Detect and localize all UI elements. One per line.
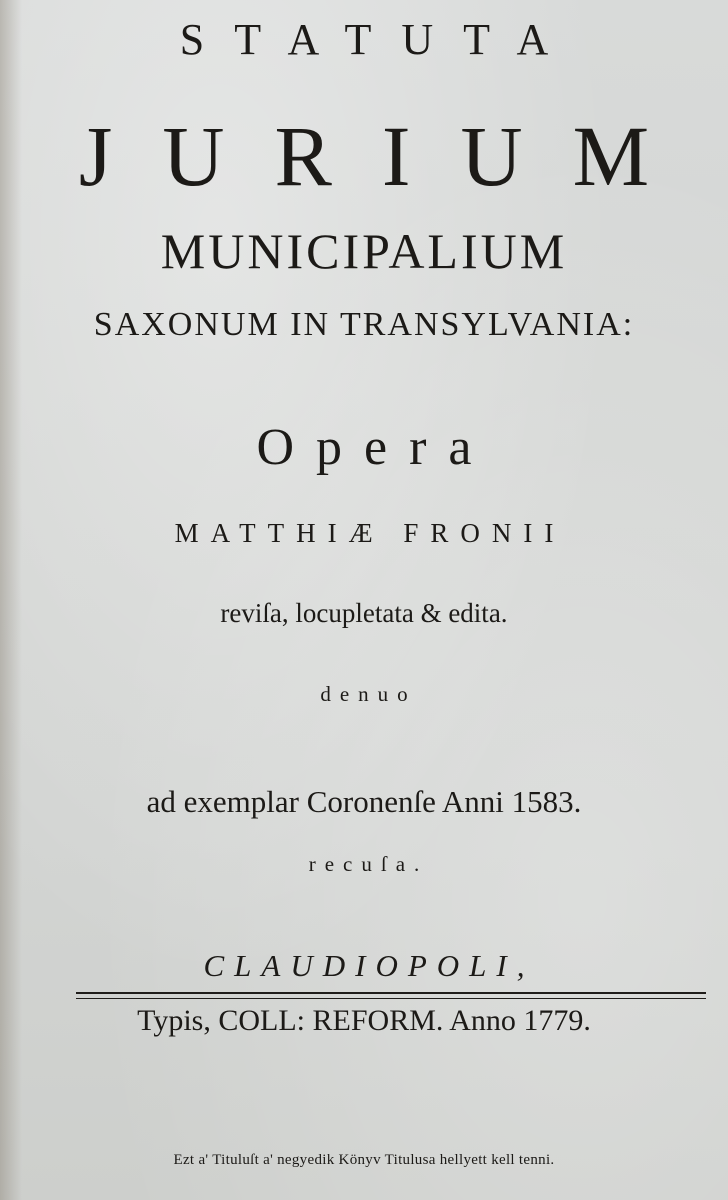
title-line-opera: Opera <box>256 419 494 476</box>
recusa-line: recuſa. <box>308 852 429 876</box>
denuo-line: denuo <box>320 682 417 706</box>
double-rule-thin <box>76 998 706 999</box>
exemplar-line: ad exemplar Coronenſe Anni 1583. <box>146 784 582 819</box>
place-of-printing: CLAUDIOPOLI, <box>203 948 535 983</box>
author-line: MATTHIÆ FRONII <box>174 518 566 548</box>
title-line-statuta: STATUTA <box>179 15 579 64</box>
edition-line: reviſa, locupletata & edita. <box>220 598 508 628</box>
double-rule-thick <box>76 992 706 994</box>
title-line-jurium: JURIUM <box>78 108 700 204</box>
handwritten-style-note: Ezt a' Tituluſt a' negyedik Könyv Titulusa hellyett kell tenni. <box>173 1152 555 1168</box>
title-line-saxonum: SAXONUM IN TRANSYLVANIA: <box>93 306 635 343</box>
imprint-line: Typis, COLL: REFORM. Anno 1779. <box>137 1004 591 1037</box>
title-line-municipalium: MUNICIPALIUM <box>160 223 568 279</box>
